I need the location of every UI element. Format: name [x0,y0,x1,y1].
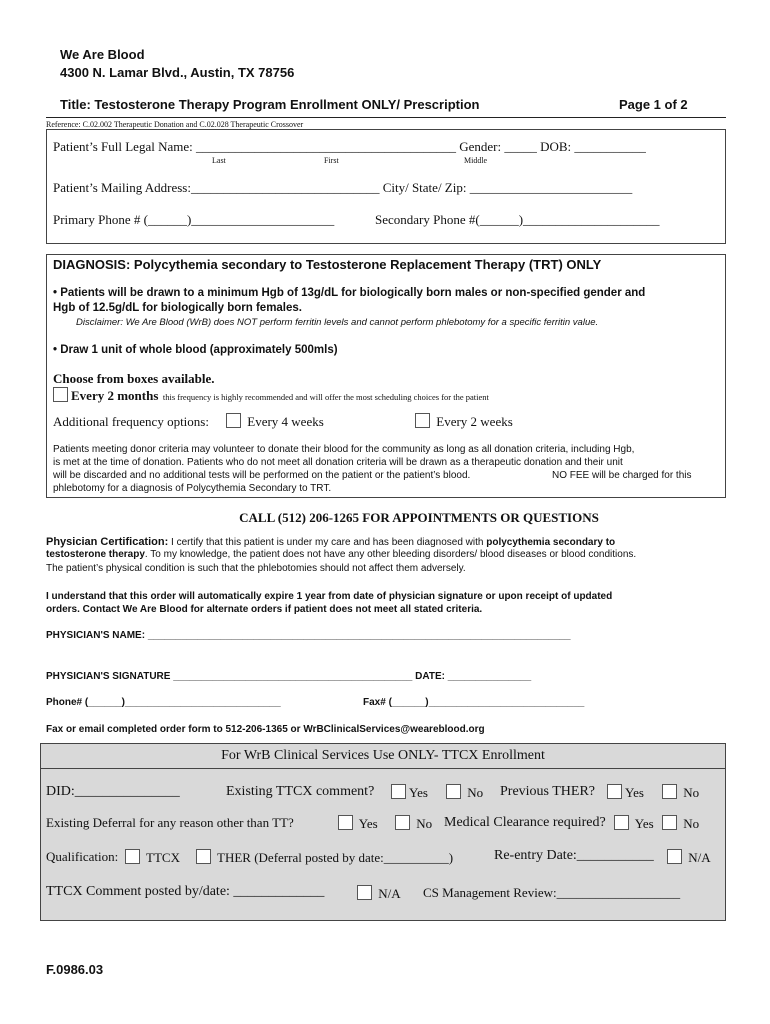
patient-address-field[interactable]: Patient’s Mailing Address:_____________________________ City/ State/ Zip: _________________________ [53,180,633,195]
medical-clearance-no-checkbox[interactable] [662,815,677,830]
ttcx-comment-na-checkbox[interactable] [357,885,372,900]
existing-deferral-no-checkbox[interactable] [395,815,410,830]
medical-clearance-label: Medical Clearance required? [444,815,606,830]
medical-clearance-yes[interactable]: Yes [614,815,654,832]
existing-deferral-yes-checkbox[interactable] [338,815,353,830]
ttcx-comment-field[interactable]: TTCX Comment posted by/date: _____________ [46,884,325,899]
last-sublabel: Last [212,156,226,165]
expire-notice-line2: orders. Contact We Are Blood for alternate orders if patient does not meet all stated criteria. [46,604,483,615]
physician-cert-line2: testosterone therapy. To my knowledge, the patient does not have any other bleeding disorders/ blood diseases or blood conditions. [46,549,637,560]
every-4-weeks-option[interactable]: Every 4 weeks [226,413,324,430]
qualification-ther[interactable]: THER (Deferral posted by date:__________) [196,849,453,866]
cs-management-review-field[interactable]: CS Management Review:___________________ [423,885,681,900]
every-2-weeks-option[interactable]: Every 2 weeks [415,413,513,430]
reentry-date-field[interactable]: Re-entry Date:___________ [494,848,654,863]
form-id: F.0986.03 [46,962,104,977]
fax-email-instruction: Fax or email completed order form to 512-206-1365 or WrBClinicalServices@weareblood.org [46,724,485,735]
every-2-months-checkbox[interactable] [53,387,68,402]
diagnosis-heading: DIAGNOSIS: Polycythemia secondary to Testosterone Replacement Therapy (TRT) ONLY [53,257,602,272]
previous-ther-yes-checkbox[interactable] [607,784,622,799]
donor-paragraph-line1: Patients meeting donor criteria may volunteer to donate their blood for the community as long as all donation criteria, including Hgb, [53,444,635,455]
qualification-ttcx-checkbox[interactable] [125,849,140,864]
existing-ttcx-no[interactable]: No [446,784,483,801]
existing-deferral-no[interactable]: No [395,815,432,832]
existing-ttcx-label: Existing TTCX comment? [226,784,375,799]
every-2-months-note: this frequency is highly recommended and will offer the most scheduling choices for the patient [162,392,489,402]
existing-ttcx-yes[interactable]: Yes [391,784,428,801]
existing-ttcx-yes-checkbox[interactable] [391,784,406,799]
physician-signature-field[interactable]: PHYSICIAN'S SIGNATURE ___________________________________________ DATE: _______________ [46,671,532,682]
hgb-bullet-line1: • Patients will be drawn to a minimum Hgb of 13g/dL for biologically born males or non-specified gender and [53,287,646,299]
did-field[interactable]: DID:_______________ [46,784,180,799]
clinical-heading: For WrB Clinical Services Use ONLY- TTCX Enrollment [221,748,545,763]
existing-deferral-yes[interactable]: Yes [338,815,378,832]
form-title: Title: Testosterone Therapy Program Enrollment ONLY/ Prescription [60,97,480,112]
expire-notice-line1: I understand that this order will automatically expire 1 year from date of physician signature or upon receipt of updated [46,591,613,602]
every-4-weeks-checkbox[interactable] [226,413,241,428]
no-fee-text: NO FEE will be charged for this [552,470,692,481]
reentry-na[interactable]: N/A [667,849,711,866]
qualification-ttcx[interactable]: TTCX [125,849,180,866]
patient-name-field[interactable]: Patient’s Full Legal Name: ________________________________________ Gender: _____ DOB: ___________ [53,139,646,154]
previous-ther-no-checkbox[interactable] [662,784,677,799]
secondary-phone-field[interactable]: Secondary Phone #(______)_____________________ [375,212,660,227]
physician-fax-field[interactable]: Fax# (______)____________________________ [363,697,585,708]
every-2-months-option[interactable]: Every 2 months this frequency is highly recommended and will offer the most scheduling choices for the patient [53,387,489,405]
hgb-bullet-line2: Hgb of 12.5g/dL for biologically born females. [53,302,302,314]
previous-ther-yes[interactable]: Yes [607,784,644,801]
physician-name-field[interactable]: PHYSICIAN'S NAME: ____________________________________________________________________________ [46,630,571,641]
primary-phone-field[interactable]: Primary Phone # (______)______________________ [53,212,335,227]
call-appointments: CALL (512) 206-1265 FOR APPOINTMENTS OR QUESTIONS [239,510,599,525]
donor-paragraph-line3: will be discarded and no additional tests will be performed on the patient or the patient’s blood. [53,470,471,481]
physician-phone-field[interactable]: Phone# (______)____________________________ [46,697,281,708]
additional-frequency-label: Additional frequency options: [53,414,209,429]
qualification-ther-checkbox[interactable] [196,849,211,864]
reference-text: Reference: C.02.002 Therapeutic Donation and C.02.028 Therapeutic Crossover [46,120,304,129]
page-number: Page 1 of 2 [619,97,688,112]
previous-ther-no[interactable]: No [662,784,699,801]
clinical-heading-divider [40,768,726,769]
donor-paragraph-line2: is met at the time of donation. Patients who do not meet all donation criteria will be drawn as a therapeutic donation and their unit [53,457,623,468]
ttcx-comment-na[interactable]: N/A [357,885,401,902]
physician-cert-line1: Physician Certification: I certify that this patient is under my care and has been diagnosed with polycythemia secondary to [46,536,616,548]
every-2-weeks-checkbox[interactable] [415,413,430,428]
title-divider [46,117,726,118]
reentry-na-checkbox[interactable] [667,849,682,864]
medical-clearance-no[interactable]: No [662,815,699,832]
org-name: We Are Blood [60,47,145,62]
qualification-label: Qualification: [46,849,119,864]
physician-cert-line3: The patient’s physical condition is such that the phlebotomies should not affect them adversely. [46,563,466,574]
medical-clearance-yes-checkbox[interactable] [614,815,629,830]
first-sublabel: First [324,156,339,165]
org-address: 4300 N. Lamar Blvd., Austin, TX 78756 [60,65,295,80]
existing-ttcx-no-checkbox[interactable] [446,784,461,799]
draw-unit-bullet: • Draw 1 unit of whole blood (approximately 500mls) [53,344,338,356]
donor-paragraph-line4: phlebotomy for a diagnosis of Polycythemia Secondary to TRT. [53,483,332,494]
middle-sublabel: Middle [464,156,488,165]
previous-ther-label: Previous THER? [500,784,596,799]
ferritin-disclaimer: Disclaimer: We Are Blood (WrB) does NOT perform ferritin levels and cannot perform phlebotomy for a specific ferritin value. [76,317,599,328]
choose-boxes-label: Choose from boxes available. [53,371,215,386]
existing-deferral-label: Existing Deferral for any reason other than TT? [46,815,294,830]
